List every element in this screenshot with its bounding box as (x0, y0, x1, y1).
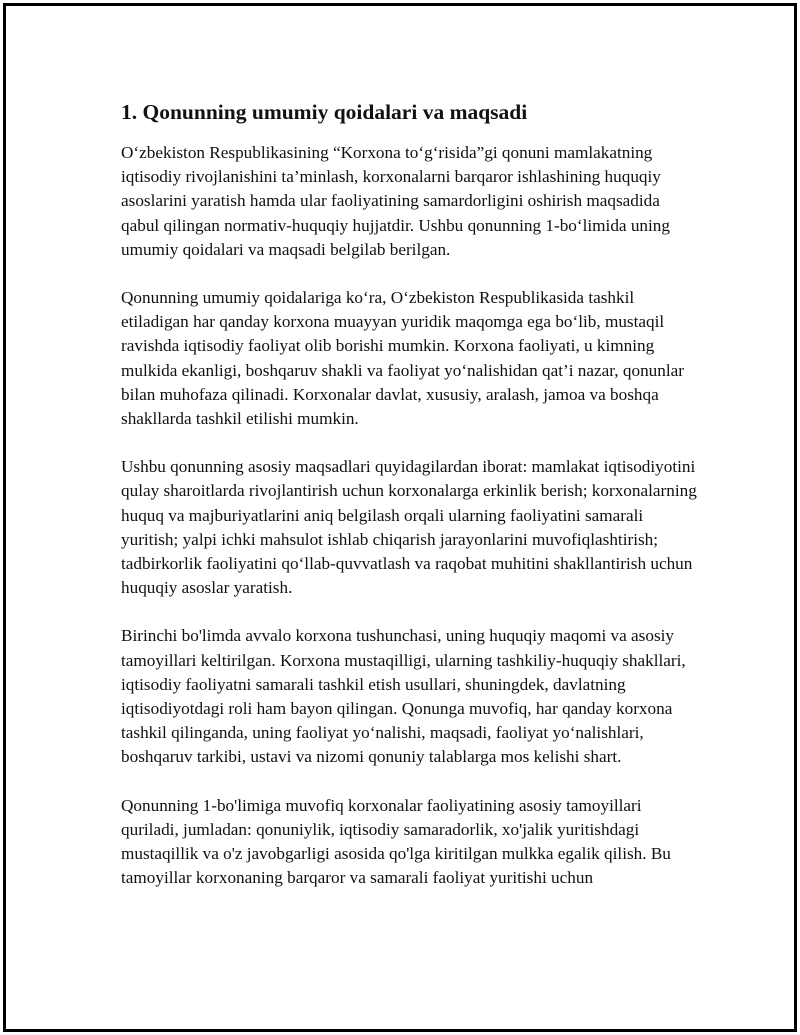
paragraph-1: O‘zbekiston Respublikasining “Korxona to‘g‘risida”gi qonuni mamlakatning iqtisodiy rivojlanishini ta’minlash, korxonalarni barqaror ishlashining huquqiy asoslarini yaratish hamda ular faoliyatining samardorligini oshirish maqsadida qabul qilingan normativ-huquqiy hujjatdir. Ushbu qonunning 1-bo‘limida uning umumiy qoidalari va maqsadi belgilab berilgan. (121, 143, 670, 259)
paragraph-4: Birinchi bo'limda avvalo korxona tushunchasi, uning huquqiy maqomi va asosiy tamoyillari keltirilgan. Korxona mustaqilligi, ularning tashkiliy-huquqiy shakllari, iqtisodiy faoliyatni samarali tashkil etish usullari, shuningdek, davlatning iqtisodiyotdagi roli ham bayon qilingan. Qonunga muvofiq, har qanday korxona tashkil qilinganda, uning faoliyat yo‘nalishi, maqsadi, faoliyat yo‘nalishlari, boshqaruv tarkibi, ustavi va nizomi qonuniy talablarga mos kelishi shart. (121, 626, 686, 767)
section-heading: 1. Qonunning umumiy qoidalari va maqsadi (121, 100, 528, 124)
paragraph-3: Ushbu qonunning asosiy maqsadlari quyidagilardan iborat: mamlakat iqtisodiyotini qulay sharoitlarda rivojlantirish uchun korxonalarga erkinlik berish; korxonalarning huquq va majburiyatlarini aniq belgilash orqali ularning faoliyatini samarali yuritish; yalpi ichki mahsulot ishlab chiqarish jarayonlarini muvofiqlashtirish; tadbirkorlik faoliyatini qo‘llab-quvvatlash va raqobat muhitini shakllantirish uchun huquqiy asoslar yaratish. (121, 457, 697, 598)
paragraph-5: Qonunning 1-bo'limiga muvofiq korxonalar faoliyatining asosiy tamoyillari quriladi, jumladan: qonuniylik, iqtisodiy samaradorlik, xo'jalik yuritishdagi mustaqillik va o'z javobgarligi asosida qo'lga kiritilgan mulkka egalik qilish. Bu tamoyillar korxonaning barqaror va samarali faoliyat yuritishi uchun (121, 795, 671, 888)
document-body (121, 99, 701, 914)
document-page (3, 3, 797, 1032)
paragraph-2: Qonunning umumiy qoidalariga ko‘ra, O‘zbekiston Respublikasida tashkil etiladigan har qanday korxona muayyan yuridik maqomga ega bo‘lib, mustaqil ravishda iqtisodiy faoliyat olib borishi mumkin. Korxona faoliyati, u kimning mulkida ekanligi, boshqaruv shakli va faoliyat yo‘nalishidan qat’i nazar, qonunlar bilan muhofaza qilinadi. Korxonalar davlat, xususiy, aralash, jamoa va boshqa shakllarda tashkil etilishi mumkin. (121, 288, 684, 429)
